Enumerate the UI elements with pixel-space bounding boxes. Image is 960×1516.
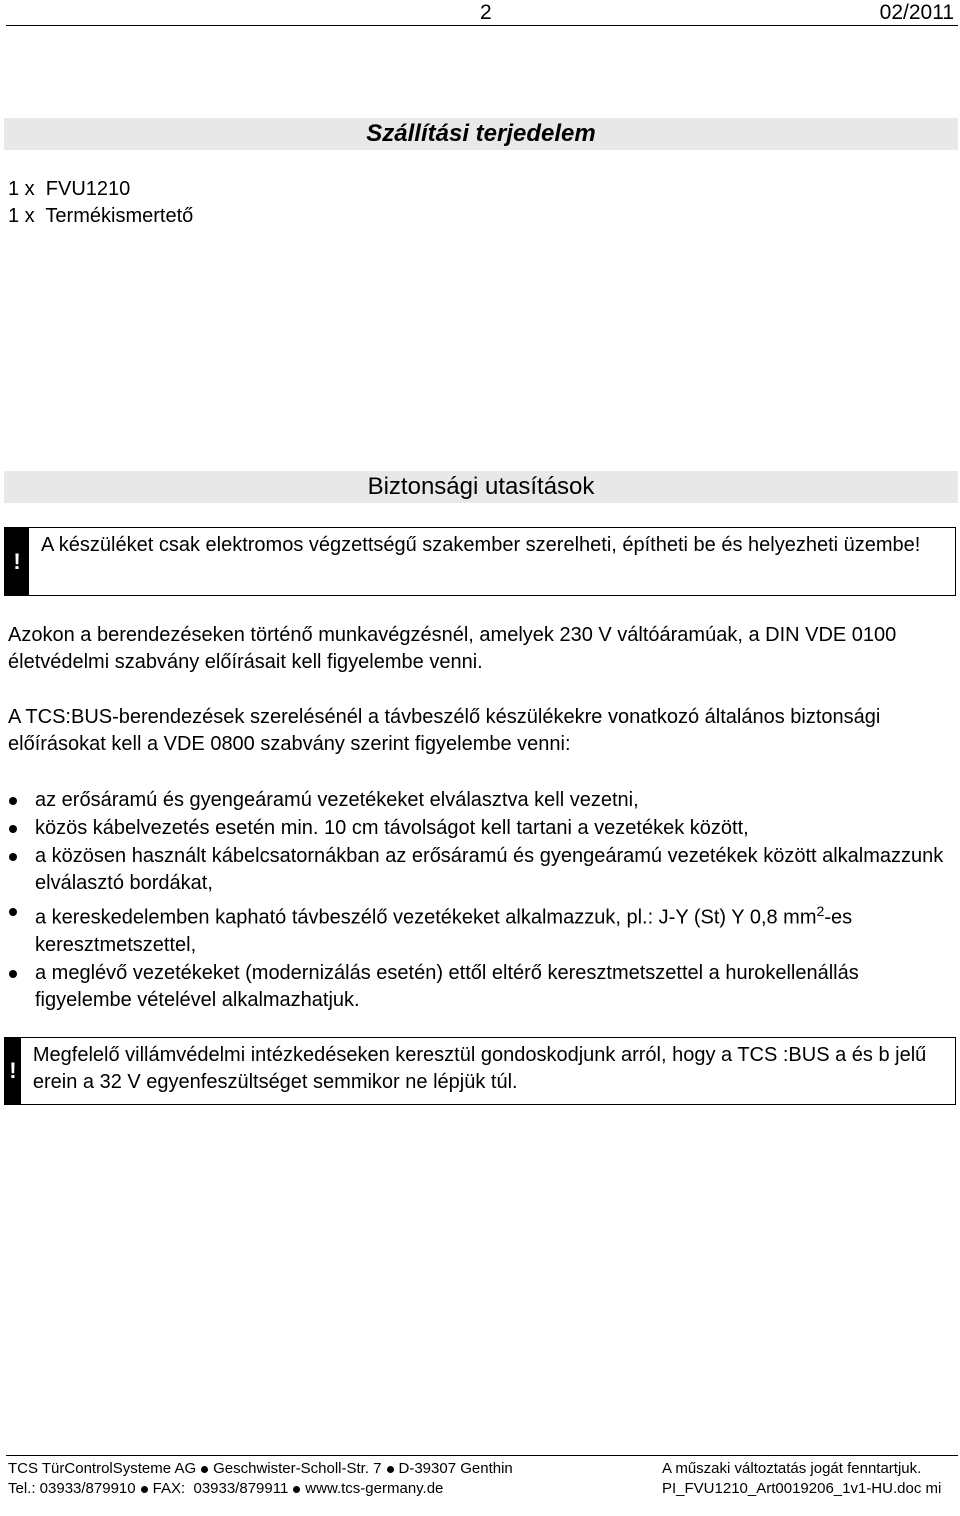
superscript: 2 (816, 903, 825, 919)
warning-text: A készüléket csak elektromos végzettségű szakember szerelheti, építheti be és helyezheti üzembe! (41, 534, 921, 556)
list-item (8, 898, 948, 959)
scope-item: 1 x Termékismertető (8, 205, 194, 227)
paragraph-230v: Azokon a berendezéseken történő munkavégzésnél, amelyek 230 V váltóáramúak, a DIN VDE 0100 életvédelmi szabvány előírásait kell figyelembe venni. (8, 624, 897, 673)
footer-docref: PI_FVU1210_Art0019206_1v1-HU.doc mi (662, 1480, 942, 1497)
bullet-text: az erősáramú és gyengeáramú vezetékeket elválasztva kell vezetni, (35, 789, 639, 811)
warning-exclamation-icon: ! (5, 1038, 21, 1104)
bullet-text: közös kábelvezetés esetén min. 10 cm távolságot kell tartani a vezetékek között, (35, 817, 749, 839)
safety-section-bar (4, 471, 958, 503)
footer-address: Geschwister-Scholl-Str. 7 (213, 1460, 382, 1477)
page-footer (6, 1455, 958, 1497)
warning-box-lightning-protection (4, 1037, 956, 1105)
page-date: 02/2011 (879, 1, 954, 24)
footer-fax: FAX: 03933/879911 (152, 1480, 289, 1497)
separator-dot-icon (141, 1486, 148, 1493)
footer-contact (8, 1459, 513, 1499)
separator-dot-icon (387, 1466, 394, 1473)
footer-rights: A műszaki változtatás jogát fenntartjuk. (662, 1460, 922, 1477)
warning-text: Megfelelő villámvédelmi intézkedéseken keresztül gondoskodjunk arról, hogy a TCS :BUS a és b jelű erein a 32 V egyenfeszültséget semmikor ne lépjük túl. (32, 1044, 927, 1093)
footer-tel: Tel.: 03933/879910 (8, 1480, 136, 1497)
bullet-icon (9, 908, 17, 916)
bullet-icon (9, 797, 17, 805)
separator-dot-icon (201, 1466, 208, 1473)
bullet-icon (9, 970, 17, 978)
bullet-text: a közösen használt kábelcsatornákban az erősáramú és gyengeáramú vezetékek között alkalmazzunk elválasztó bordákat, (35, 845, 944, 894)
paragraph-tcs-bus: A TCS:BUS-berendezések szerelésénél a távbeszélő készülékekre vonatkozó általános biztonsági előírásokat kell a VDE 0800 szabvány szerint figyelembe venni: (8, 706, 881, 755)
footer-city: D-39307 Genthin (398, 1460, 513, 1477)
list-item (8, 815, 948, 842)
bullet-text: a kereskedelemben kapható távbeszélő vezetékeket alkalmazzuk, pl.: J-Y (St) Y 0,8 mm (35, 906, 817, 929)
separator-dot-icon (293, 1486, 300, 1493)
bullet-text: a meglévő vezetékeket (modernizálás esetén) ettől eltérő keresztmetszettel a hurokellenállás figyelembe vételével alkalmazhatjuk. (35, 961, 859, 1011)
list-item (8, 787, 948, 814)
list-item (8, 843, 948, 897)
scope-title: Szállítási terjedelem (366, 120, 596, 147)
scope-item: 1 x FVU1210 (8, 178, 131, 200)
page-number: 2 (480, 1, 492, 24)
scope-section-bar (4, 118, 958, 150)
page-header (6, 0, 958, 26)
warning-exclamation-icon: ! (5, 528, 29, 595)
list-item (8, 960, 948, 1014)
bullet-text-tail: -es keresztmetszettel, (35, 906, 853, 956)
safety-title: Biztonsági utasítások (367, 473, 595, 500)
footer-company: TCS TürControlSysteme AG (8, 1460, 197, 1477)
bullet-icon (9, 853, 17, 861)
scope-list (8, 176, 193, 230)
footer-web: www.tcs-germany.de (305, 1480, 444, 1497)
warning-box-qualified-installer (4, 527, 956, 596)
footer-docinfo (662, 1459, 954, 1499)
bullet-icon (9, 825, 17, 833)
safety-bullet-list (8, 787, 948, 1015)
